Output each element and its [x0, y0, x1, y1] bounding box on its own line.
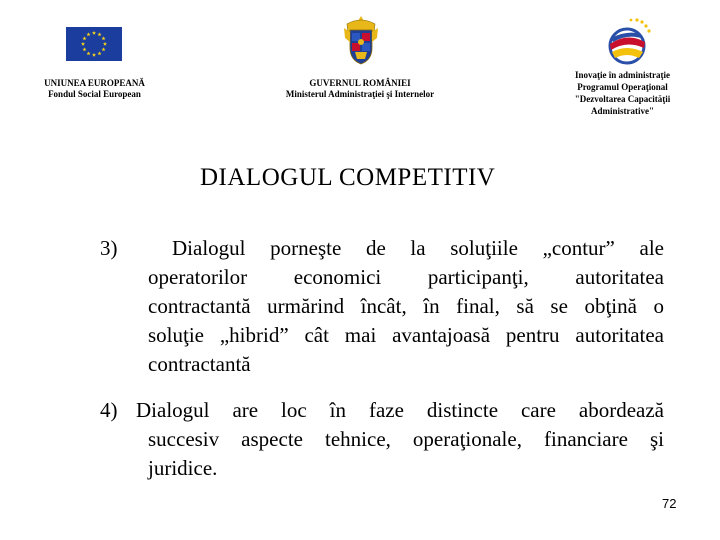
program-line-4: Administrative"	[591, 106, 654, 116]
eu-flag-logo	[66, 27, 122, 61]
eu-subtitle: Fondul Social European	[48, 89, 141, 99]
page-number: 72	[662, 496, 677, 511]
item-3-line-4: soluţie „hibrid” cât mai avantajoasă pentru autoritatea	[148, 323, 664, 347]
item-3-line-1: Dialogul porneşte de la soluţiile „contur” ale	[172, 236, 664, 260]
item-4-line-1: Dialogul are loc în faze distincte care abordează	[136, 398, 664, 422]
item-4-line-3: juridice.	[148, 456, 218, 480]
item-3-number: 3)	[100, 236, 118, 260]
government-title: GUVERNUL ROMÂNIEI	[309, 78, 411, 88]
item-4-paragraph	[136, 396, 664, 483]
item-4-number: 4)	[100, 398, 118, 422]
romania-coat-of-arms-logo	[341, 14, 381, 66]
program-line-2: Programul Operaţional	[577, 82, 668, 92]
item-3-line-3: contractantă urmărind încât, în final, să se obţină o	[148, 294, 664, 318]
program-line-1: Inovaţie în administraţie	[574, 70, 670, 80]
slide-title: DIALOGUL COMPETITIV	[200, 164, 496, 191]
operational-program-logo	[597, 16, 657, 66]
item-3-line-2: operatorilor economici participanţi, autoritatea	[148, 265, 664, 289]
program-line-3: "Dezvoltarea Capacităţii	[574, 94, 671, 104]
item-3-paragraph	[148, 234, 664, 379]
item-4-line-2: succesiv aspecte tehnice, operaţionale, financiare şi	[148, 427, 664, 451]
item-3-line-5: contractantă	[148, 352, 251, 376]
ministry-subtitle: Ministerul Administraţiei şi Internelor	[285, 89, 435, 99]
eu-title: UNIUNEA EUROPEANĂ	[44, 78, 145, 88]
